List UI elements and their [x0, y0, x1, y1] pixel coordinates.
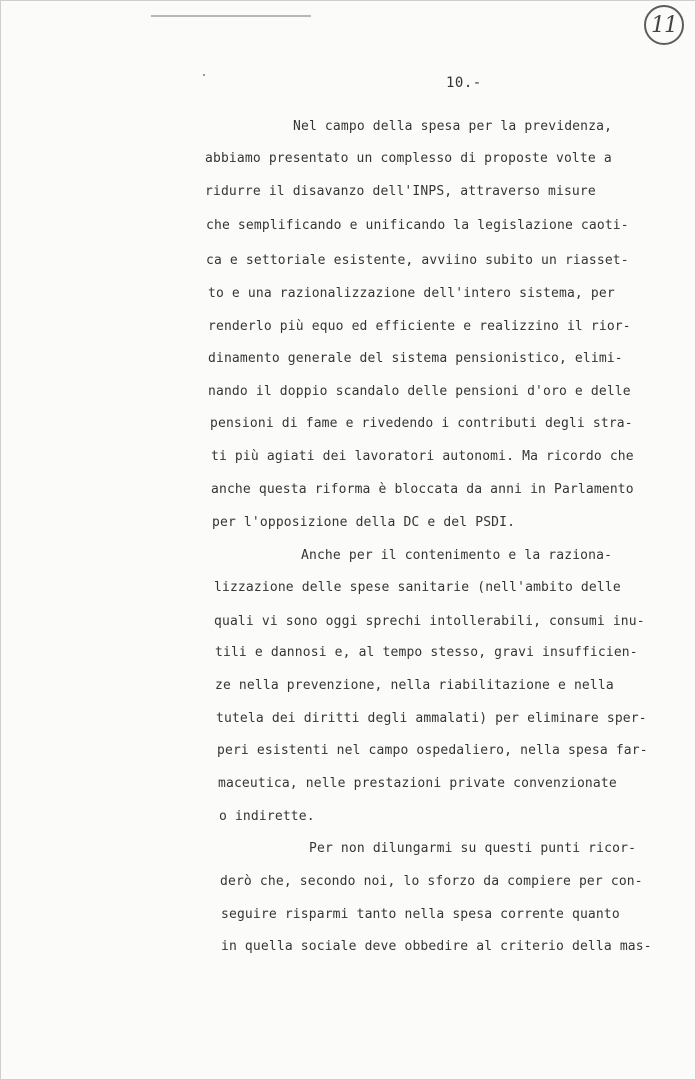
text-line: Per non dilungarmi su questi punti ricor-	[309, 841, 637, 856]
text-line: anche questa riforma è bloccata da anni in Parlamento	[211, 482, 634, 497]
text-line: tutela dei diritti degli ammalati) per eliminare sper-	[216, 711, 647, 726]
text-line: ti più agiati dei lavoratori autonomi. Ma ricordo che	[211, 449, 634, 464]
text-line: maceutica, nelle prestazioni private convenzionate	[218, 776, 617, 791]
text-line: renderlo più equo ed efficiente e realizzino il rior-	[208, 319, 631, 334]
text-line: che semplificando e unificando la legislazione caoti-	[206, 218, 629, 233]
page-number: 10.-	[446, 75, 482, 91]
text-line: to e una razionalizzazione dell'intero sistema, per	[208, 286, 615, 301]
text-line: tili e dannosi e, al tempo stesso, gravi insufficien-	[215, 645, 638, 660]
text-line: per l'opposizione della DC e del PSDI.	[212, 515, 516, 530]
paper-speck	[203, 74, 205, 76]
text-line: derò che, secondo noi, lo sforzo da compiere per con-	[220, 874, 643, 889]
text-line: abbiamo presentato un complesso di proposte volte a	[205, 151, 612, 166]
text-line: peri esistenti nel campo ospedaliero, nella spesa far-	[217, 743, 648, 758]
text-line: nando il doppio scandalo delle pensioni d'oro e delle	[208, 384, 631, 399]
text-line: pensioni di fame e rivedendo i contributi degli stra-	[210, 416, 633, 431]
text-line: Nel campo della spesa per la previdenza,	[293, 119, 613, 134]
text-line: ca e settoriale esistente, avviino subito un riasset-	[206, 253, 629, 268]
text-line: dinamento generale del sistema pensionistico, elimi-	[208, 351, 623, 366]
text-line: lizzazione delle spese sanitarie (nell'ambito delle	[214, 580, 621, 595]
top-rule	[151, 15, 311, 17]
text-line: quali vi sono oggi sprechi intollerabili, consumi inu-	[214, 614, 645, 629]
text-line: in quella sociale deve obbedire al criterio della mas-	[221, 939, 652, 954]
text-line: o indirette.	[219, 809, 315, 824]
text-line: ridurre il disavanzo dell'INPS, attraverso misure	[205, 184, 596, 199]
text-line: ze nella prevenzione, nella riabilitazione e nella	[215, 678, 614, 693]
text-line: seguire risparmi tanto nella spesa corrente quanto	[221, 907, 620, 922]
page-stamp: 11	[644, 5, 684, 45]
text-line: Anche per il contenimento e la raziona-	[301, 548, 613, 563]
